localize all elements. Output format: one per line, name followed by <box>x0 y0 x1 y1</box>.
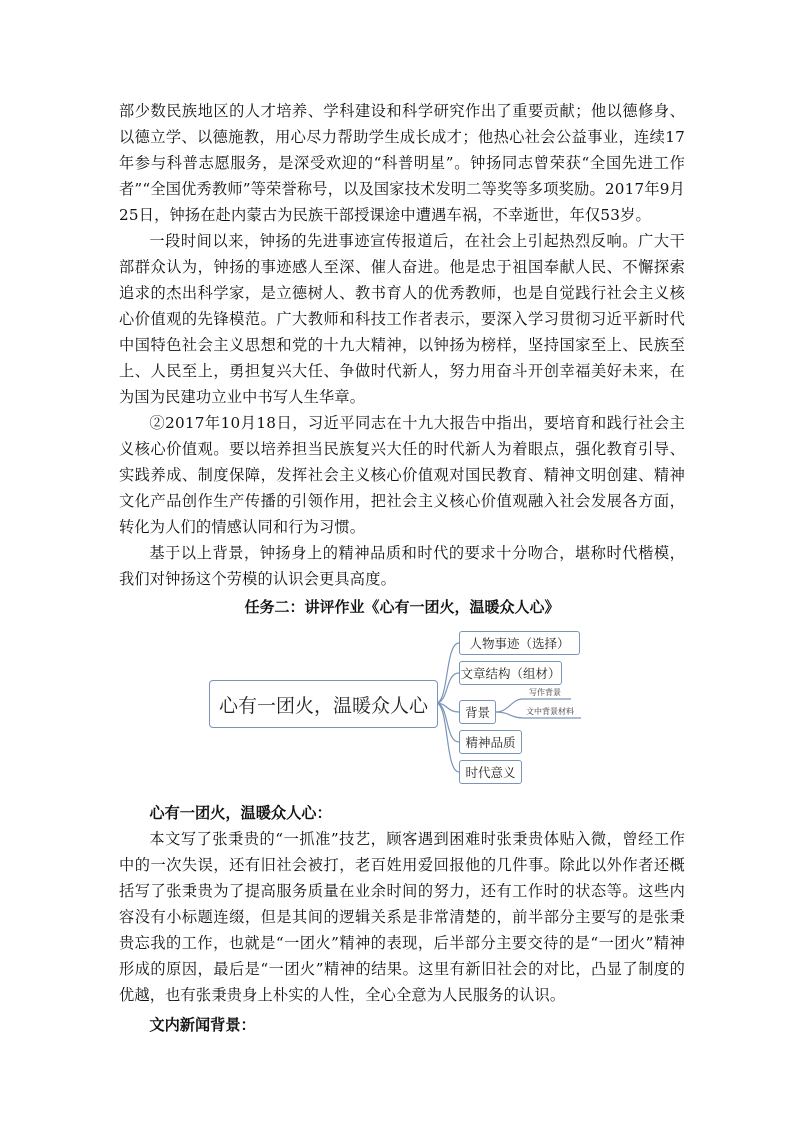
connector-2 <box>436 673 459 703</box>
leaf-text-background-material: 文中背景材料 <box>526 707 574 716</box>
node-character-deeds: 人物事迹（选择） <box>459 631 580 655</box>
section-heading-one: 心有一团火，温暖众人心： <box>149 804 332 822</box>
mind-map <box>119 622 685 792</box>
node-background: 背景 <box>459 700 496 724</box>
node-article-structure: 文章结构（组材） <box>459 661 562 685</box>
node-era-significance: 时代意义 <box>459 760 522 784</box>
mind-map-root: 心有一团火，温暖众人心 <box>209 680 438 728</box>
paragraph-reaction: 一段时间以来，钟扬的先进事迹宣传报道后，在社会上引起热烈反响。广大干部群众认为，钟扬的事迹感人至深、催人奋进。他是忠于祖国奉献人民、不懈探索追求的杰出科学家，是立德树人、教书育人的优秀教师，也是自觉践行社会主义核心价值观的先锋模范。广大教师和科技工作者表示，要深入学习贯彻习近平新时代中国特色社会主义思想和党的十九大精神，以钟扬为榜样，坚持国家至上、民族至上、人民至上，勇担复兴大任、争做时代新人，努力用奋斗开创幸福美好未来，在为国为民建功立业中书写人生华章。 <box>119 232 685 406</box>
connector-1 <box>436 643 459 703</box>
paragraph-report: ②2017年10月18日，习近平同志在十九大报告中指出，要培育和践行社会主义核心价值观。要以培养担当民族复兴大任的时代新人为着眼点，强化教育引导、实践养成、制度保障，发挥社会主义核心价值观对国民教育、精神文明创建、精神文化产品创作生产传播的引领作用，把社会主义核心价值观融入社会发展各方面，转化为人们的情感认同和行为习惯。 <box>119 414 685 536</box>
node-spirit-quality: 精神品质 <box>459 730 522 754</box>
leaf-writing-background: 写作背景 <box>529 688 561 697</box>
paragraph-analysis: 本文写了张秉贵的“一抓准”技艺，顾客遇到困难时张秉贵体贴入微，曾经工作中的一次失误，还有旧社会被打，老百姓用爱回报他的几件事。除此以外作者还概括写了张秉贵为了提高服务质量在业余时间的努力，还有工作时的状态等。这些内容没有小标题连缀，但是其间的逻辑关系是非常清楚的，前半部分主要写的是张秉贵忘我的工作，也就是“一团火”精神的表现，后半部分主要交待的是“一团火”精神形成的原因，最后是“一团火”精神的结果。这里有新旧社会的对比，凸显了制度的优越，也有张秉贵身上朴实的人性，全心全意为人民服务的认识。 <box>119 830 685 1004</box>
document-body <box>119 98 685 1038</box>
paragraph-conclusion: 基于以上背景，钟扬身上的精神品质和时代的要求十分吻合，堪称时代楷模，我们对钟扬这个劳模的认识会更具高度。 <box>119 544 685 588</box>
connector-5 <box>436 703 459 772</box>
paragraph-intro: 部少数民族地区的人才培养、学科建设和科学研究作出了重要贡献；他以德修身、以德立学、以德施教，用心尽力帮助学生成长成才；他热心社会公益事业，连续17年参与科普志愿服务，是深受欢迎的“科普明星”。钟扬同志曾荣获“全国先进工作者”“全国优秀教师”等荣誉称号，以及国家技术发明二等奖等多项奖励。2017年9月25日，钟扬在赴内蒙古为民族干部授课途中遭遇车祸，不幸逝世，年仅53岁。 <box>119 102 685 224</box>
task-title: 任务二：讲评作业《心有一团火，温暖众人心》 <box>244 598 560 616</box>
section-heading-two: 文内新闻背景： <box>149 1016 256 1034</box>
